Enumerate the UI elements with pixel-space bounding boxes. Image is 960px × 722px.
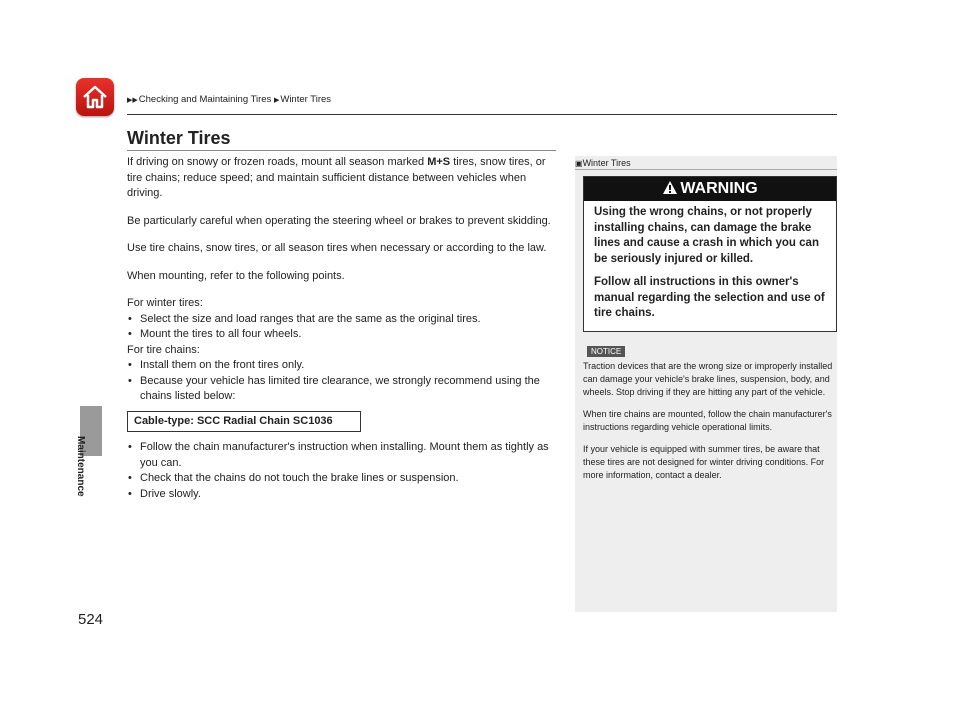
sidebar-divider: [575, 169, 837, 170]
list-item: • Mount the tires to all four wheels.: [127, 327, 559, 343]
warning-text: Follow all instructions in this owner's manual regarding the selection and use of tire chains.: [594, 276, 825, 319]
notice-paragraph: If your vehicle is equipped with summer tires, be aware that these tires are not designed for winter driving conditions. For more information, contact a dealer.: [583, 444, 825, 480]
notice-text: [583, 360, 835, 491]
breadcrumb: [127, 94, 331, 105]
list-item: • Select the size and load ranges that are the same as the original tires.: [127, 312, 559, 328]
paragraph-caution: Be particularly careful when operating the steering wheel or brakes to prevent skidding.: [127, 214, 551, 227]
sidebar-notes: [575, 156, 837, 612]
reference-icon: ▣: [575, 159, 583, 168]
list-item: • Follow the chain manufacturer's instruction when installing. Mount them as tightly as you can.: [127, 440, 559, 471]
list-item: • Drive slowly.: [127, 487, 559, 503]
list-item: • Install them on the front tires only.: [127, 358, 559, 374]
header-divider: [127, 114, 837, 115]
breadcrumb-item-winter-tires[interactable]: Winter Tires: [280, 94, 332, 105]
breadcrumb-arrow-icon: ▶: [273, 97, 280, 104]
page-number: 524: [78, 611, 104, 628]
warning-icon: [662, 180, 678, 195]
notice-paragraph: Traction devices that are the wrong size or improperly installed can damage your vehicle's brake lines, suspension, body, and wheels. Stop driving if they are hitting any part of the vehicle.: [583, 361, 833, 397]
page-title: Winter Tires: [127, 128, 231, 148]
breadcrumb-item-tires[interactable]: Checking and Maintaining Tires: [138, 94, 272, 105]
breadcrumb-arrow-icon: ▶▶: [127, 97, 138, 104]
sidebar-heading: ▣Winter Tires: [575, 158, 631, 168]
section-label: Maintenance: [75, 436, 86, 497]
tire-chains-heading: For tire chains:: [127, 343, 200, 356]
warning-header: [584, 177, 836, 201]
ms-label: M+S: [427, 156, 451, 168]
paragraph-mounting: When mounting, refer to the following points.: [127, 269, 345, 282]
home-icon: [81, 83, 109, 111]
notice-badge: NOTICE: [587, 346, 625, 357]
warning-box: [583, 176, 837, 332]
warning-label: WARNING: [680, 180, 758, 197]
paragraph-law: Use tire chains, snow tires, or all season tires when necessary or according to the law.: [127, 242, 547, 254]
list-item: • Because your vehicle has limited tire clearance, we strongly recommend using the chains listed below:: [127, 374, 559, 405]
warning-text: Using the wrong chains, or not properly installing chains, can damage the brake lines and cause a crash in which you can be seriously injured or killed.: [594, 206, 819, 265]
list-item: • Check that the chains do not touch the brake lines or suspension.: [127, 471, 559, 487]
title-divider: [127, 150, 556, 151]
paragraph-intro: If driving on snowy or frozen roads, mount all season marked M+S tires, snow tires, or tire chains; reduce speed; and maintain sufficient distance between vehicles when driving.: [127, 156, 546, 199]
notice-paragraph: When tire chains are mounted, follow the chain manufacturer's instructions regarding vehicle operational limits.: [583, 409, 832, 432]
chain-model-box: Cable-type: SCC Radial Chain SC1036: [127, 411, 361, 433]
main-content: [127, 155, 559, 502]
home-button[interactable]: [76, 78, 114, 116]
winter-tires-heading: For winter tires:: [127, 297, 203, 309]
